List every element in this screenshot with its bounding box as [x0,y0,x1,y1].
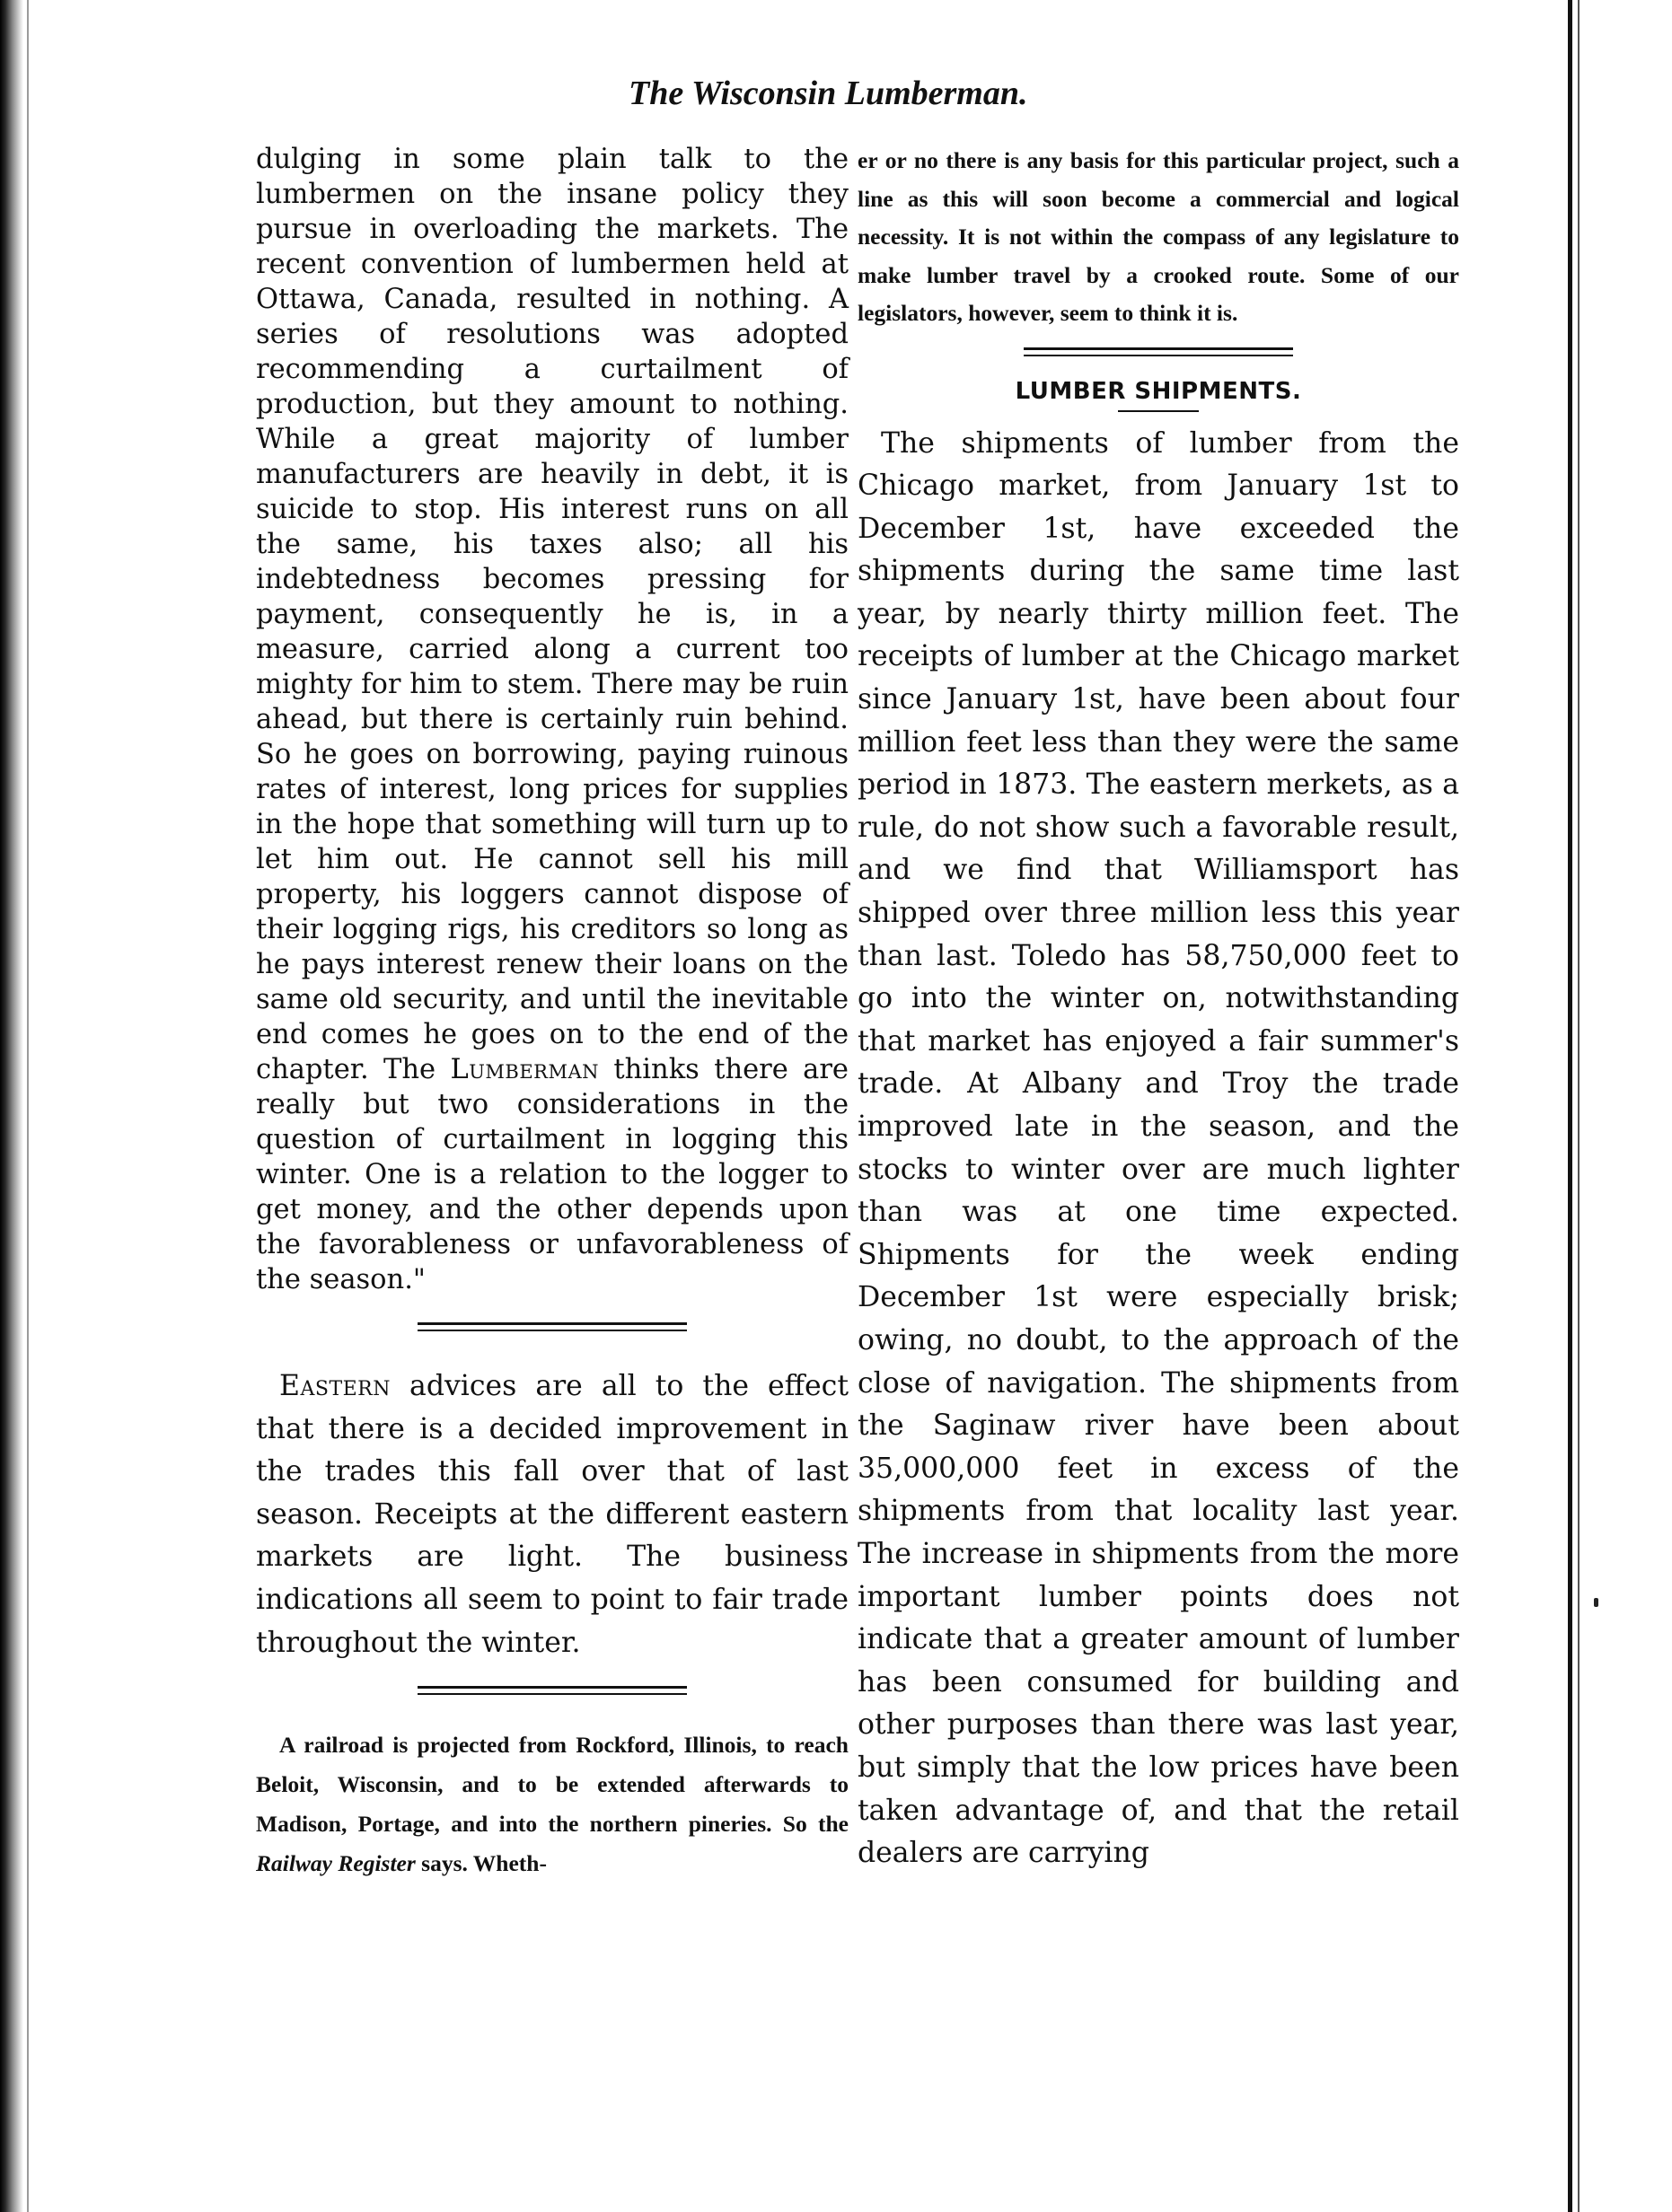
double-rule-divider [418,1686,687,1698]
continued-paragraph-end: thinks there are really but two considerations in the question of curtailment in logging this winter. One is a relation to the logger to get money, and the other depends upon the favorableness or unfavorableness of the season." [256,1054,849,1295]
lumber-shipments-paragraph: The shipments of lumber from the Chicago market, from January 1st to December 1st, have exceeded the shipments during the same time last year, by nearly thirty million feet. The receipts of lumber at the Chicago market since January 1st, have been about four million feet less than they were the same period in 1873. The eastern merkets, as a rule, do not show such a favorable result, and we find that Williamsport has shipped over three million less this year than last. Toledo has 58,750,000 feet to go into the winter on, notwithstanding that market has enjoyed a fair summer's trade. At Albany and Troy the trade improved late in the season, and the stocks to winter over are much lighter than was at one time expected. Shipments for the week ending December 1st were especially brisk; owing, no doubt, to the approach of the close of navigation. The shipments from the Saginaw river have been about 35,000,000 feet in excess of the shipments from that locality last year. The increase in shipments from the more important lumber points does not indicate that a greater amount of lumber has been consumed for building and other purposes than there was last year, but simply that the low prices have been taken advantage of, and that the retail dealers are carrying [858,426,1459,1870]
eastern-paragraph-text: advices are all to the effect that there is a decided improvement in the trades this fall over that of last season. Receipts at the different eastern markets are light. The business indications all seem to point to fair trade throughout the winter. [256,1370,849,1659]
eastern-lead-word: Eastern [279,1370,392,1402]
continued-paragraph-text: dulging in some plain talk to the lumbermen on the insane policy they pursue in overloading the markets. The recent convention of lumbermen held at Ottawa, Canada, resulted in nothing. A series of resolutions was adopted recommending a curtailment of production, but they amount to nothing. While a great majority of lumber manufacturers are heavily in debt, it is suicide to stop. His interest runs on all the same, his taxes also; all his indebtedness becomes pressing for payment, consequently he is, in a measure, carried along a current too mighty for him to stem. There may be ruin ahead, but there is certainly ruin behind. So he goes on borrowing, paying ruinous rates of interest, long prices for supplies in the hope that something will turn up to let him out. He cannot sell his mill property, his loggers cannot dispose of their logging rigs, his creditors so long as he pays interest renew their loans on the same old security, and until the inevitable end comes he goes on to the end of the chapter. The [256,144,849,1085]
section-heading: LUMBER SHIPMENTS. [1015,377,1302,405]
railway-register-italic: Railway Register [256,1850,416,1877]
binding-line [27,0,29,2212]
railroad-paragraph-text: A railroad is projected from Rockford, Illinois, to reach Beloit, Wisconsin, and to be extended afterwards to Madison, Portage, and into the northern pineries. So the [256,1732,849,1838]
page-right-border [1568,0,1572,2212]
heading-underline [1118,410,1199,412]
running-head: The Wisconsin Lumberman. [629,75,1028,112]
double-rule-divider [1024,347,1293,360]
print-speck [1594,1598,1598,1607]
page-binding-edge [0,0,23,2212]
lumberman-smallcaps: Lumberman [450,1054,600,1085]
eastern-advices-paragraph [256,1365,849,1664]
continued-paragraph [256,142,849,1297]
page-right-border-thin [1578,0,1580,2212]
railroad-paragraph-end: says. Wheth- [415,1850,547,1877]
right-column [858,142,1459,1875]
railroad-continued-paragraph: er or no there is any basis for this particular project, such a line as this will soon become a commercial and logical necessity. It is not within the compass of any legislature to make lumber travel by a crooked route. Some of our legislators, however, seem to think it is. [858,147,1459,326]
double-rule-divider [418,1322,687,1335]
left-column [256,142,849,1883]
railroad-paragraph [256,1725,849,1883]
